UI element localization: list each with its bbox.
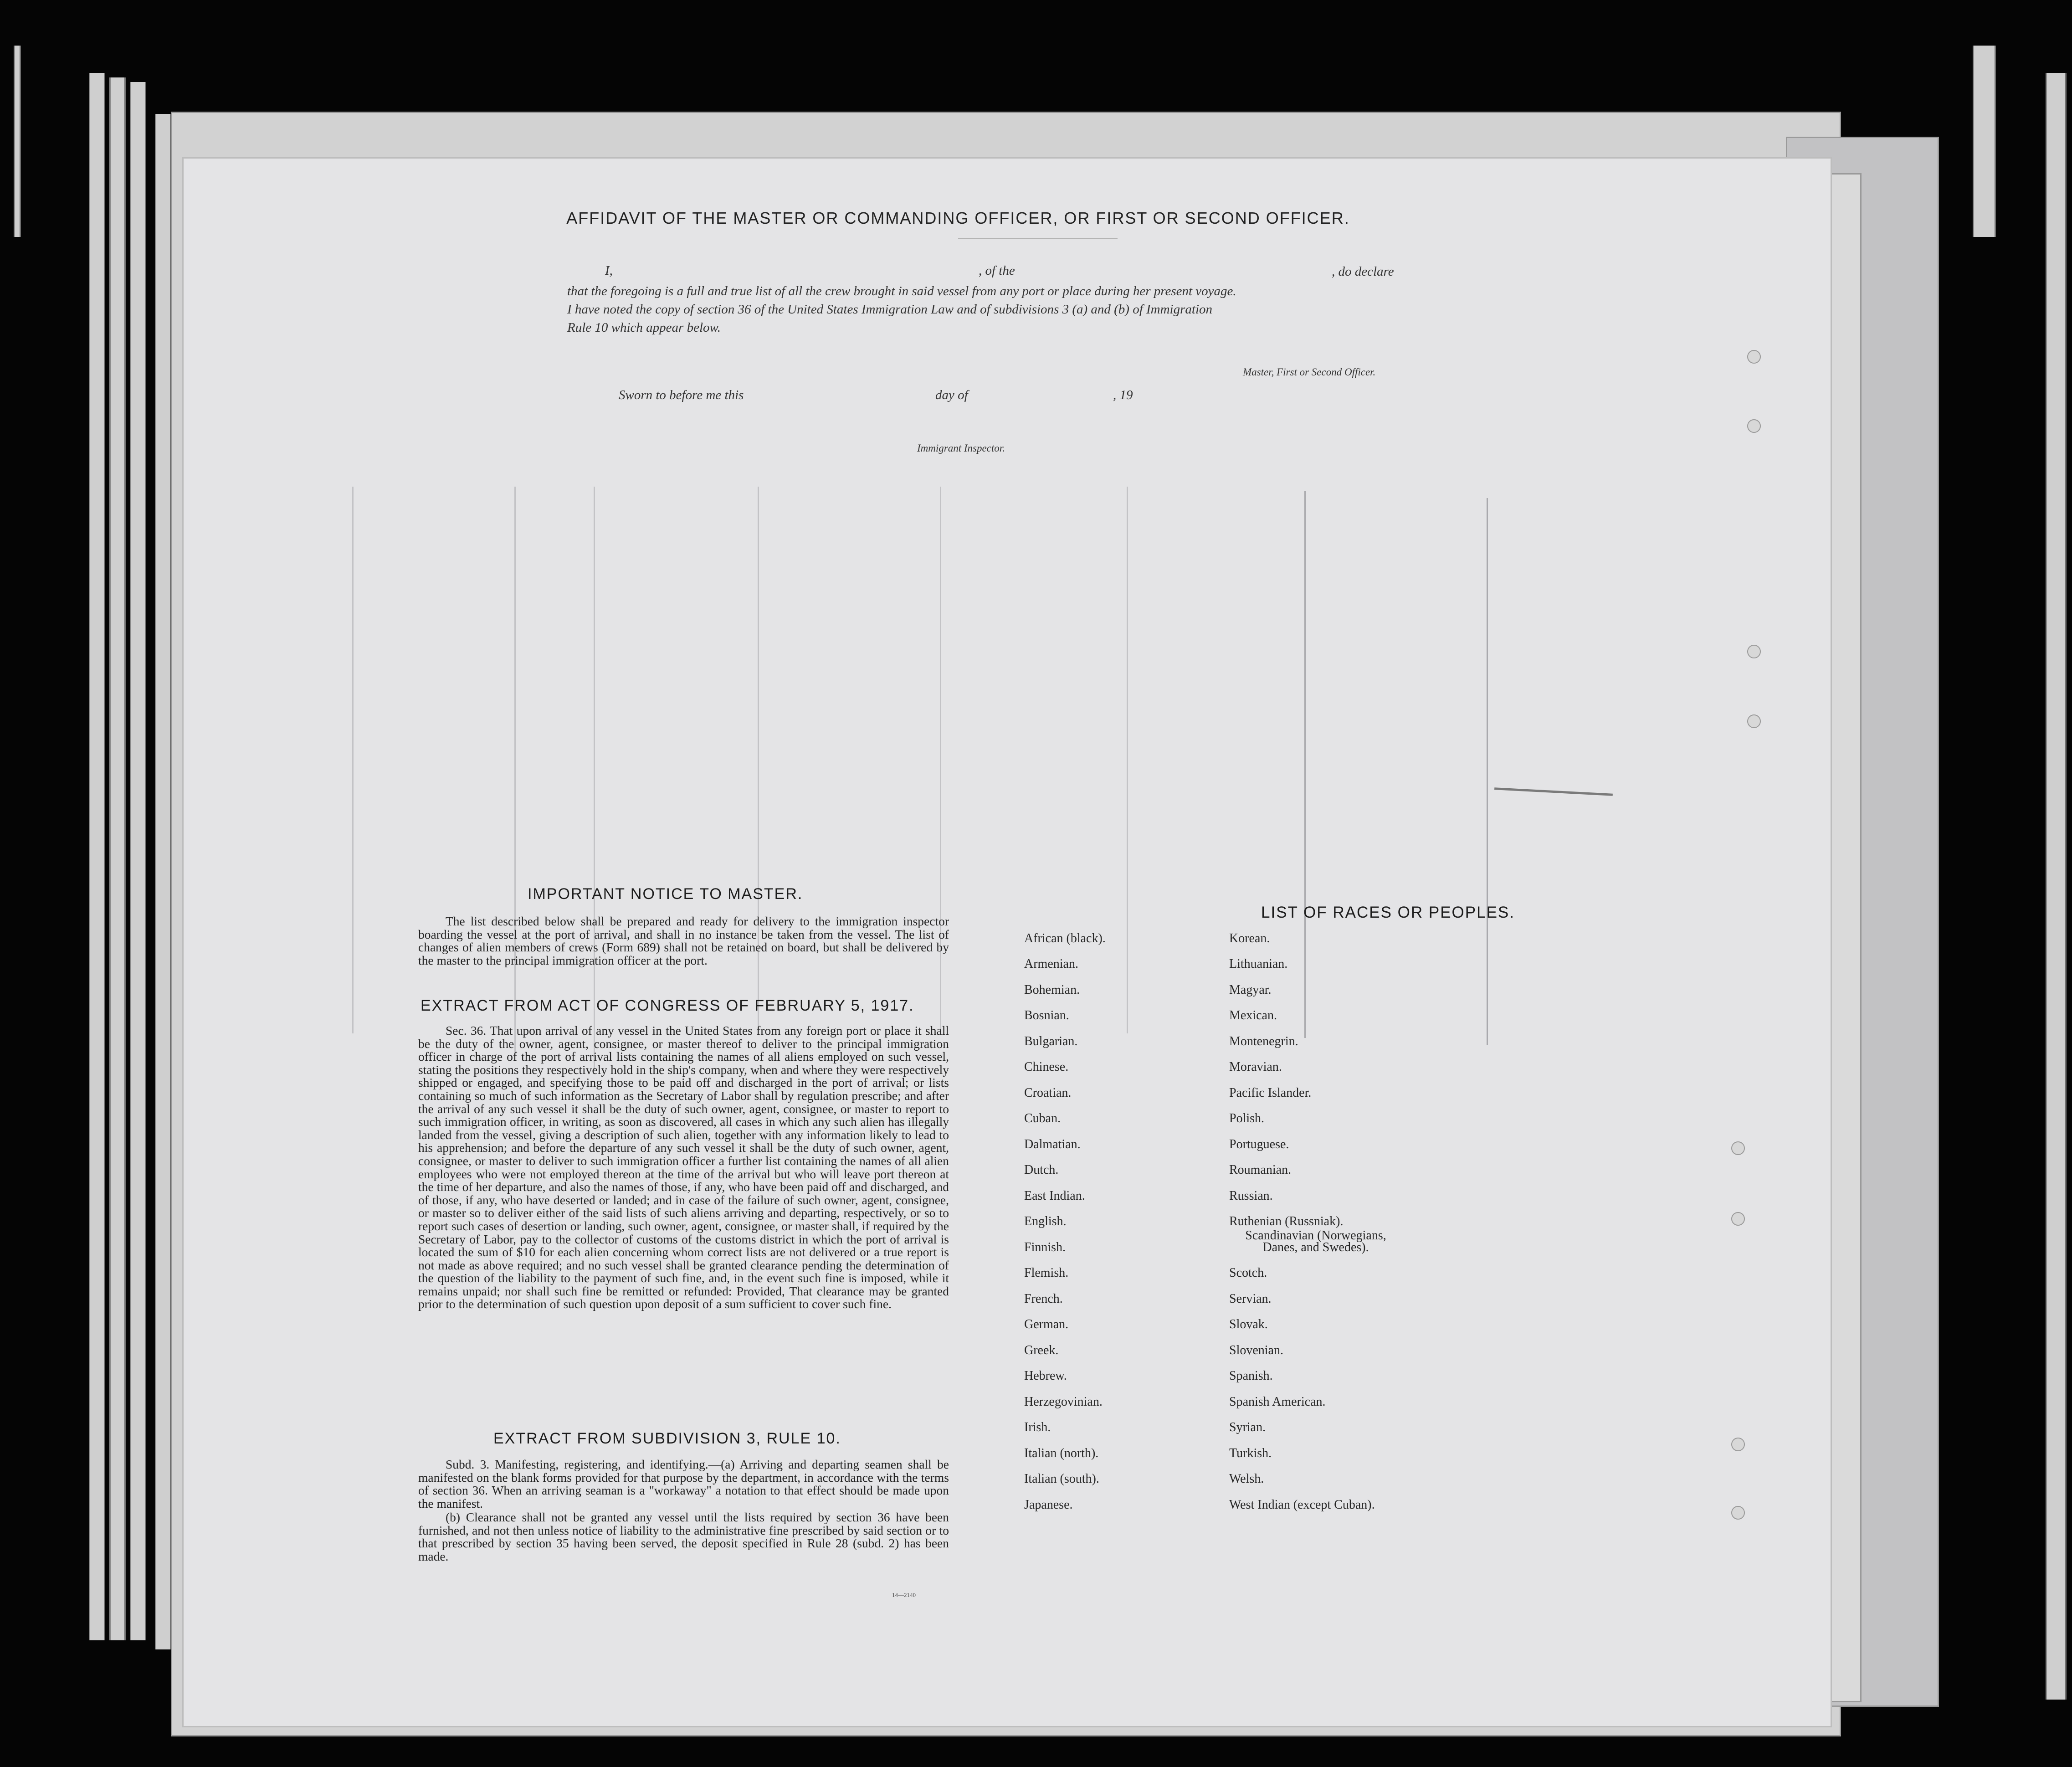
race-right-item: Montenegrin. xyxy=(1229,1034,1298,1048)
race-right-item: Lithuanian. xyxy=(1229,957,1288,971)
race-right-item: Pacific Islander. xyxy=(1229,1086,1312,1100)
race-left-item: African (black). xyxy=(1024,931,1106,945)
rule-extract-para-b: (b) Clearance shall not be granted any vessel until the lists required by section 36 have been furnished, and not then unless notice of liability to the administrative fine prescribed by said section or to that prescribed by section 35 having been served, the deposit specified in Rule 28 (subd. 2) has been made. xyxy=(418,1510,949,1563)
punch-hole xyxy=(1731,1438,1745,1451)
race-right-item: Portuguese. xyxy=(1229,1137,1289,1151)
act-extract-title: EXTRACT FROM ACT OF CONGRESS OF FEBRUARY 5, 1917. xyxy=(421,997,914,1014)
race-right-item: Polish. xyxy=(1229,1111,1265,1125)
race-right-item: Servian. xyxy=(1229,1292,1272,1306)
left-page-edge xyxy=(89,73,105,1640)
race-left-item: Bosnian. xyxy=(1024,1008,1069,1022)
punch-hole xyxy=(1747,645,1761,658)
race-left-item: Irish. xyxy=(1024,1420,1051,1434)
race-right-item: Spanish American. xyxy=(1229,1395,1326,1409)
column-rule xyxy=(1304,491,1306,1038)
race-right-item: Slovenian. xyxy=(1229,1343,1283,1357)
punch-hole xyxy=(1747,419,1761,433)
right-page-edge xyxy=(2046,73,2067,1700)
race-left-item: German. xyxy=(1024,1317,1069,1331)
form-code: 14—2140 xyxy=(892,1592,916,1598)
race-left-item: Finnish. xyxy=(1024,1240,1066,1254)
race-left-item: Italian (south). xyxy=(1024,1472,1099,1486)
act-extract-body: Sec. 36. That upon arrival of any vessel in the United States from any foreign port or place it shall be the duty of the owner, agent, consignee, or master thereof to deliver to the principal immigration officer in charge of the port of arrival lists containing the names of all aliens employed on such vessel, stating the positions they respectively hold in the ship's company, when and where they were respectively shipped or engaged, and specifying those to be paid off and discharged in the port of arrival; or lists containing so much of such information as the Secretary of Labor shall by regulation prescribe; and after the arrival of any such vessel it shall be the duty of such owner, agent, consignee, or master to report to such immigration officer, in writing, as soon as discovered, all cases in which any such alien has illegally landed from the vessel, giving a description of such alien, together with any information likely to lead to his apprehension; and before the departure of any such vessel it shall be the duty of such owner, agent, consignee, or master to deliver to such immigration officer a further list containing the names of all alien employees who were not employed thereon at the time of the arrival but who will leave port thereon at the time of her departure, and also the names of those, if any, who have been paid off and discharged, and of those, if any, who have deserted or landed; and in case of the failure of such owner, agent, consignee, or master so to deliver either of the said lists of such aliens arriving and departing, respectively, or so to report such cases of desertion or landing, such owner, agent, consignee, or master shall, if required by the Secretary of Labor, pay to the collector of customs of the customs district in which the port of arrival is located the sum of $10 for each alien concerning whom correct lists are not delivered or a true report is not made as above required; and no such vessel shall be granted clearance pending the determination of the question of the liability to the payment of such fine, and, in the event such fine is imposed, while it remains unpaid; nor shall such fine be remitted or refunded: Provided, That clearance may be granted prior to the determination of such question upon deposit of a sum sufficient to cover such fine. xyxy=(418,1023,949,1311)
column-rule xyxy=(514,487,516,1056)
rule-extract-para-a: Subd. 3. Manifesting, registering, and identifying.—(a) Arriving and departing seamen shall be manifested on the blank forms provided for that purpose by the department, in accordance with the terms of section 36. When an arriving seaman is a "workaway" a notation to that effect should be made upon the manifest. xyxy=(418,1457,949,1510)
race-right-item: Spanish. xyxy=(1229,1369,1273,1383)
left-page-edge xyxy=(109,77,126,1640)
race-left-item: Croatian. xyxy=(1024,1086,1072,1100)
right-page-edge xyxy=(1973,46,1996,237)
column-rule xyxy=(1127,487,1128,1033)
declarant-label: I, xyxy=(605,263,613,278)
master-signature-label: Master, First or Second Officer. xyxy=(1243,366,1376,378)
race-right-item: Korean. xyxy=(1229,931,1270,945)
race-left-item: East Indian. xyxy=(1024,1189,1085,1203)
punch-hole xyxy=(1747,714,1761,728)
race-left-item: English. xyxy=(1024,1214,1067,1228)
race-right-item: Slovak. xyxy=(1229,1317,1268,1331)
punch-hole xyxy=(1731,1212,1745,1226)
left-page-edge xyxy=(14,46,21,237)
race-left-item: Armenian. xyxy=(1024,957,1078,971)
race-left-item: Dutch. xyxy=(1024,1163,1059,1177)
notice-body: The list described below shall be prepared and ready for delivery to the immigration inspector boarding the vessel at the port of arrival, and shall in no instance be taken from the vessel. The list of changes of alien members of crews (Form 689) shall not be retained on board, but shall be delivered by the master to the principal immigration officer at the port. xyxy=(418,914,949,967)
race-right-item: Turkish. xyxy=(1229,1446,1272,1460)
affidavit-title: AFFIDAVIT OF THE MASTER OR COMMANDING OFFICER, OR FIRST OR SECOND OFFICER. xyxy=(566,209,1350,227)
race-right-item: Scandinavian (Norwegians, Danes, and Swedes). xyxy=(1245,1228,1386,1254)
notice-title: IMPORTANT NOTICE TO MASTER. xyxy=(528,885,803,903)
left-page-edge xyxy=(155,114,171,1649)
affidavit-line-1: that the foregoing is a full and true list of all the crew brought in said vessel from any port or place during her present voyage. xyxy=(567,284,1236,298)
race-right-item: Russian. xyxy=(1229,1189,1273,1203)
race-left-item: Bulgarian. xyxy=(1024,1034,1078,1048)
inspector-label: Immigrant Inspector. xyxy=(917,442,1005,454)
race-right-item: Welsh. xyxy=(1229,1472,1264,1486)
race-right-item: Mexican. xyxy=(1229,1008,1277,1022)
punch-hole xyxy=(1731,1506,1745,1520)
race-left-item: Chinese. xyxy=(1024,1060,1069,1074)
race-left-item: Greek. xyxy=(1024,1343,1059,1357)
rule-extract-title: EXTRACT FROM SUBDIVISION 3, RULE 10. xyxy=(493,1430,841,1447)
race-right-item: Ruthenian (Russniak). xyxy=(1229,1214,1344,1228)
affidavit-line-2: I have noted the copy of section 36 of the United States Immigration Law and of subdivisions 3 (a) and (b) of Immigration xyxy=(567,302,1213,317)
punch-hole xyxy=(1747,350,1761,364)
race-left-item: Flemish. xyxy=(1024,1266,1069,1280)
race-left-item: French. xyxy=(1024,1292,1063,1306)
race-right-item: Syrian. xyxy=(1229,1420,1266,1434)
punch-hole xyxy=(1731,1141,1745,1155)
race-right-item: Roumanian. xyxy=(1229,1163,1292,1177)
vessel-label: , of the xyxy=(979,263,1015,278)
race-right-item: Scotch. xyxy=(1229,1266,1267,1280)
race-right-item: West Indian (except Cuban). xyxy=(1229,1498,1375,1512)
day-of-label: day of xyxy=(935,388,968,402)
race-left-item: Dalmatian. xyxy=(1024,1137,1081,1151)
column-rule xyxy=(352,487,354,1033)
column-rule xyxy=(594,487,595,1070)
race-left-item: Cuban. xyxy=(1024,1111,1061,1125)
race-left-item: Herzegovinian. xyxy=(1024,1395,1103,1409)
affidavit-line-3: Rule 10 which appear below. xyxy=(567,320,721,335)
race-right-item: Moravian. xyxy=(1229,1060,1282,1074)
race-left-item: Hebrew. xyxy=(1024,1369,1067,1383)
declare-label: , do declare xyxy=(1332,264,1394,279)
race-left-item: Japanese. xyxy=(1024,1498,1073,1512)
race-left-item: Bohemian. xyxy=(1024,983,1080,997)
column-rule xyxy=(1487,498,1488,1045)
manifest-back-page xyxy=(182,157,1832,1727)
year-label: , 19 xyxy=(1113,388,1133,402)
left-page-edge xyxy=(130,82,146,1640)
race-left-item: Italian (north). xyxy=(1024,1446,1099,1460)
race-right-item: Magyar. xyxy=(1229,983,1272,997)
races-title: LIST OF RACES OR PEOPLES. xyxy=(1261,904,1515,921)
declarant-name-line xyxy=(958,238,1118,239)
sworn-label: Sworn to before me this xyxy=(619,388,744,402)
